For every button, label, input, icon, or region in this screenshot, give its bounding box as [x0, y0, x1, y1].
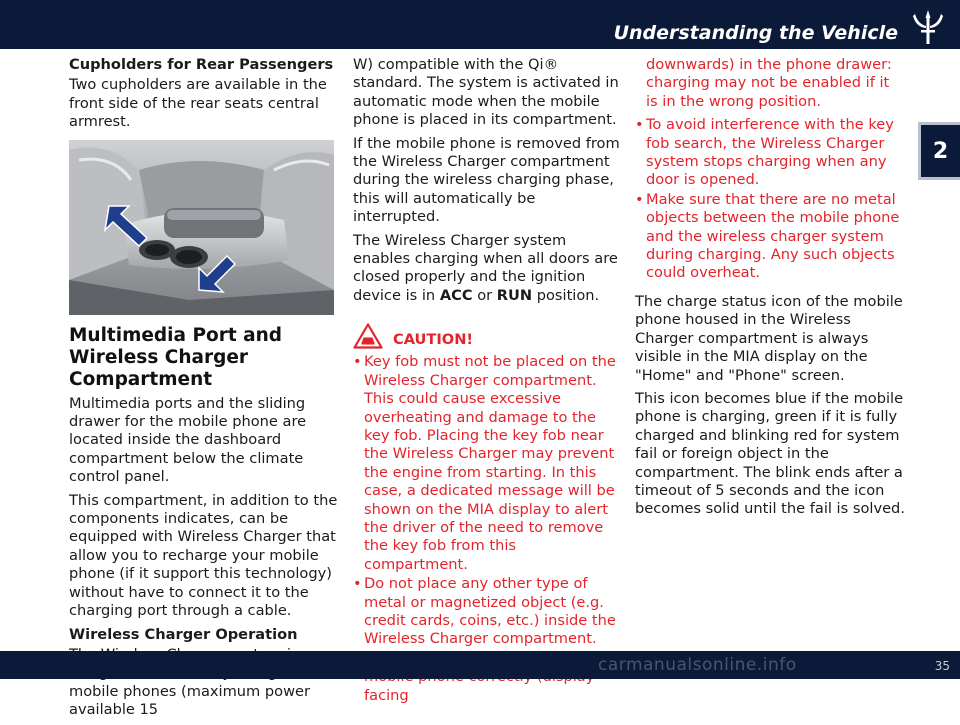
caution-label: CAUTION!: [393, 330, 474, 348]
caution-continued: downwards) in the phone drawer: charging may not be enabled if it is in the wrong position.: [646, 56, 892, 110]
caution-item: • To avoid interference with the key fob search, the Wireless Charger system stops charging when any door is opened.: [635, 116, 905, 190]
icon-color-para: This icon becomes blue if the mobile phone is charging, green if it is fully charged and blinking red for system fail or foreign object in the compartment. The blink ends after a timeout of 5 seconds and the icon becomes solid until the fail is solved.: [635, 389, 905, 518]
cupholders-text: Two cupholders are available in the front side of the rear seats central armrest.: [69, 76, 327, 131]
caution-item: • facing: [353, 650, 623, 705]
caution-item: • Make sure that there are no metal objects between the mobile phone and the wireless charger system during charging. Any such objects could overheat.: [635, 191, 905, 283]
chapter-number: 2: [932, 138, 949, 164]
caution-heading: [353, 323, 623, 349]
page-header: [0, 0, 960, 49]
caution-item: • Key fob must not be placed on the Wireless Charger compartment. This could cause excessive overheating and damage to the key fob. Placing the key fob near the Wireless Charger may prevent the engine from starting. In this case, a dedicated message will be shown on the MIA display to alert the driver of the need to remove the key fob from this compartment.: [353, 353, 623, 574]
ignition-text: The Wireless Charger system enables charging when all doors are closed properly and the ignition device is in: [353, 231, 618, 304]
removal-para: If the mobile phone is removed from the Wireless Charger compartment during the wireless charging phase, this will automatically be interrupted.: [353, 134, 620, 226]
multimedia-para-1: Multimedia ports and the sliding drawer for the mobile phone are located inside the dashboard compartment below the climate control panel.: [69, 394, 307, 486]
page-footer: [0, 651, 960, 679]
section-title: Multimedia Port and Wireless Charger Compartment: [69, 324, 283, 390]
wireless-charger-title: Wireless Charger Operation: [69, 625, 298, 643]
rear-armrest-cupholders-photo: [69, 140, 334, 315]
caution-item: • Do not place any other type of metal or magnetized object (e.g. credit cards, coins, etc.) inside the Wireless Charger compartment.: [353, 575, 623, 649]
caution-list-continued: [635, 116, 905, 283]
warning-triangle-car-icon: [353, 323, 383, 349]
wireless-charger-text: mobile phones (maximum power available 15: [69, 682, 311, 719]
cupholders-title: Cupholders for Rear Passengers: [69, 56, 334, 73]
or-text: or: [477, 286, 493, 304]
column-1: [69, 56, 339, 725]
qi-para: W) compatible with the Qi® standard. The system is activated in automatic mode when the mobile phone is placed in its compartment.: [353, 56, 619, 129]
charge-status-para: The charge status icon of the mobile phone housed in the Wireless Charger compartment is always visible in the MIA display on the "Home" and "Phone" screen.: [635, 292, 903, 384]
chapter-tab[interactable]: [918, 122, 960, 180]
multimedia-para-2: This compartment, in addition to the components indicates, can be equipped with Wireless Charger that allow you to recharge your mobile phone (if it support this technology) without have to connect it to the charging port through a cable.: [69, 491, 338, 620]
run-label: RUN: [496, 286, 533, 304]
armrest-illustration: [69, 140, 334, 315]
column-3: [635, 56, 905, 524]
position-text: position.: [536, 286, 600, 304]
ignition-para: [353, 232, 623, 306]
column-2: [353, 56, 623, 715]
section-header-title: Understanding the Vehicle: [613, 22, 898, 44]
watermark-text: carmanualsonline.info: [598, 655, 797, 675]
acc-label: ACC: [439, 286, 473, 304]
page-number: 35: [934, 659, 950, 673]
trident-logo-icon: [912, 8, 944, 46]
